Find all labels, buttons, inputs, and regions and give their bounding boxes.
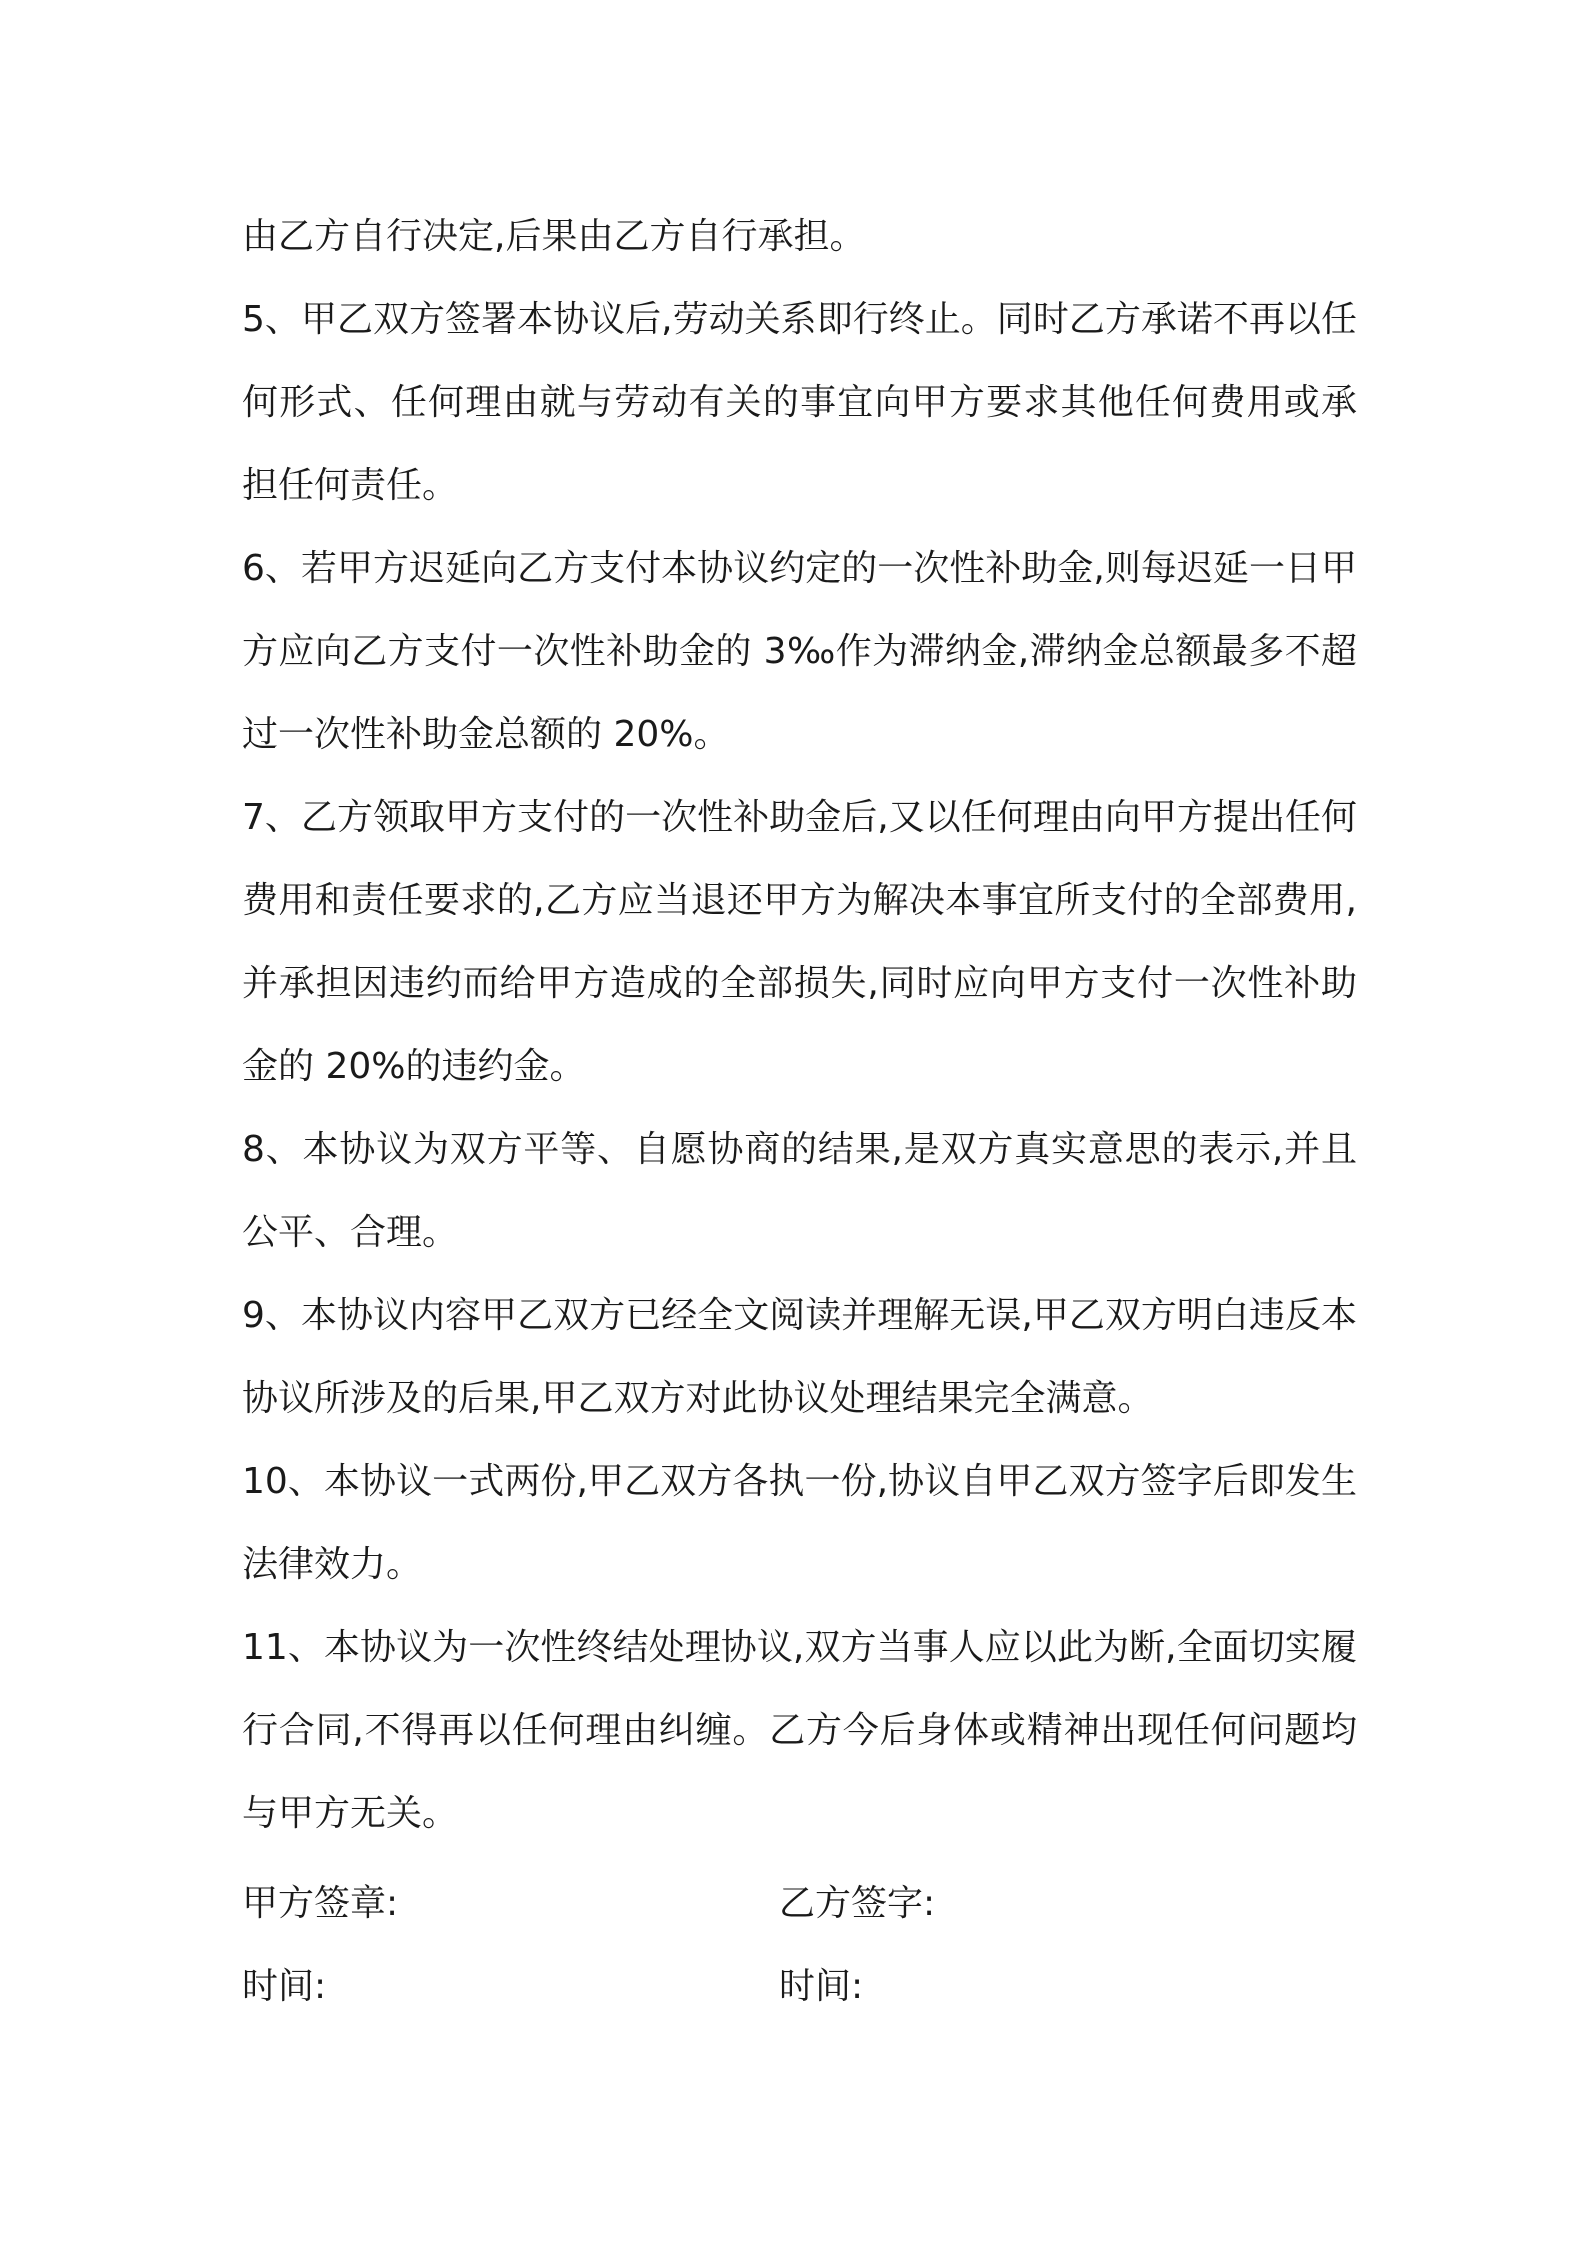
clause-4-continuation: 由乙方自行决定,后果由乙方自行承担。	[242, 216, 866, 257]
agreement-body	[242, 195, 1357, 1855]
date-row	[242, 1945, 1357, 2028]
clause-7: 7、乙方领取甲方支付的一次性补助金后,又以任何理由向甲方提出任何费用和责任要求的,乙方应当退还甲方为解决本事宜所支付的全部费用,并承担因违约而给甲方造成的全部损失,同时应向甲方支付一次性补助金的 20%的违约金。	[242, 797, 1357, 1087]
party-a-seal-label: 甲方签章:	[242, 1883, 399, 1924]
party-b-signature-label: 乙方签字:	[779, 1883, 936, 1924]
clause-8: 8、本协议为双方平等、自愿协商的结果,是双方真实意思的表示,并且公平、合理。	[242, 1129, 1357, 1253]
clause-11: 11、本协议为一次性终结处理协议,双方当事人应以此为断,全面切实履行合同,不得再以任何理由纠缠。乙方今后身体或精神出现任何问题均与甲方无关。	[242, 1627, 1357, 1834]
clause-10: 10、本协议一式两份,甲乙双方各执一份,协议自甲乙双方签字后即发生法律效力。	[242, 1461, 1357, 1585]
clause-6: 6、若甲方迟延向乙方支付本协议约定的一次性补助金,则每迟延一日甲方应向乙方支付一次性补助金的 3‰作为滞纳金,滞纳金总额最多不超过一次性补助金总额的 20%。	[242, 548, 1357, 755]
party-a-date-label: 时间:	[242, 1966, 327, 2007]
signature-block	[242, 1862, 1357, 2028]
party-b-date-label: 时间:	[779, 1966, 864, 2007]
clause-9: 9、本协议内容甲乙双方已经全文阅读并理解无误,甲乙双方明白违反本协议所涉及的后果,甲乙双方对此协议处理结果完全满意。	[242, 1295, 1357, 1419]
signature-row	[242, 1862, 1357, 1945]
clause-5: 5、甲乙双方签署本协议后,劳动关系即行终止。同时乙方承诺不再以任何形式、任何理由就与劳动有关的事宜向甲方要求其他任何费用或承担任何责任。	[242, 299, 1357, 506]
